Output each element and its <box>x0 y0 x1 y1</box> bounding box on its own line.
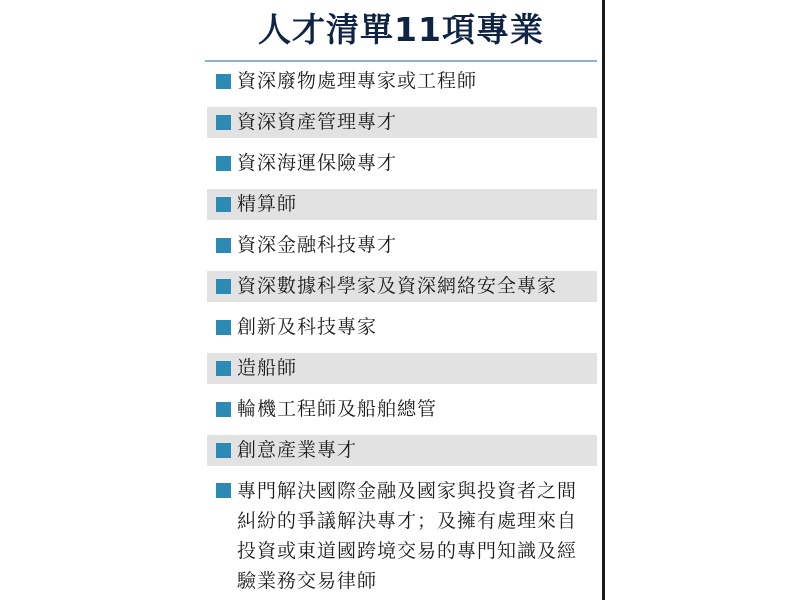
list-item <box>207 394 597 425</box>
list-item-label: 資深海運保險專才 <box>237 152 398 174</box>
list-item-label: 輪機工程師及船舶總管 <box>237 398 438 420</box>
square-bullet-icon <box>216 197 231 212</box>
list-item <box>207 271 597 302</box>
list-item-label: 創意產業專才 <box>237 439 358 461</box>
list-item-label: 資深廢物處理專家或工程師 <box>237 70 478 92</box>
list-item-label: 資深數據科學家及資深網絡安全專家 <box>237 275 558 297</box>
list-item <box>207 353 597 384</box>
list-item <box>207 230 597 261</box>
page-title: 人才清單11項專業 <box>258 10 544 49</box>
page-edge-divider <box>602 0 605 600</box>
list-item-label: 造船師 <box>237 357 298 379</box>
square-bullet-icon <box>216 238 231 253</box>
list-item <box>207 189 597 220</box>
square-bullet-icon <box>216 74 231 89</box>
square-bullet-icon <box>216 279 231 294</box>
square-bullet-icon <box>216 320 231 335</box>
list-item-label: 專門解決國際金融及國家與投資者之間糾紛的爭議解決專才；及擁有處理來自投資或東道國跨境交易的專門知識及經驗業務交易律師 <box>237 480 578 592</box>
square-bullet-icon <box>216 483 231 498</box>
list-item-label: 精算師 <box>237 193 298 215</box>
list-item <box>207 435 597 466</box>
title-divider <box>205 60 597 62</box>
square-bullet-icon <box>216 361 231 376</box>
list-item <box>207 66 597 97</box>
list-item-label: 創新及科技專家 <box>237 316 378 338</box>
square-bullet-icon <box>216 443 231 458</box>
list-item <box>207 148 597 179</box>
list-item-label: 資深資產管理專才 <box>237 111 398 133</box>
list-item <box>207 107 597 138</box>
list-item-label: 資深金融科技專才 <box>237 234 398 256</box>
square-bullet-icon <box>216 402 231 417</box>
list-item <box>207 476 597 596</box>
square-bullet-icon <box>216 115 231 130</box>
list-item <box>207 312 597 343</box>
talent-list <box>207 66 597 596</box>
square-bullet-icon <box>216 156 231 171</box>
